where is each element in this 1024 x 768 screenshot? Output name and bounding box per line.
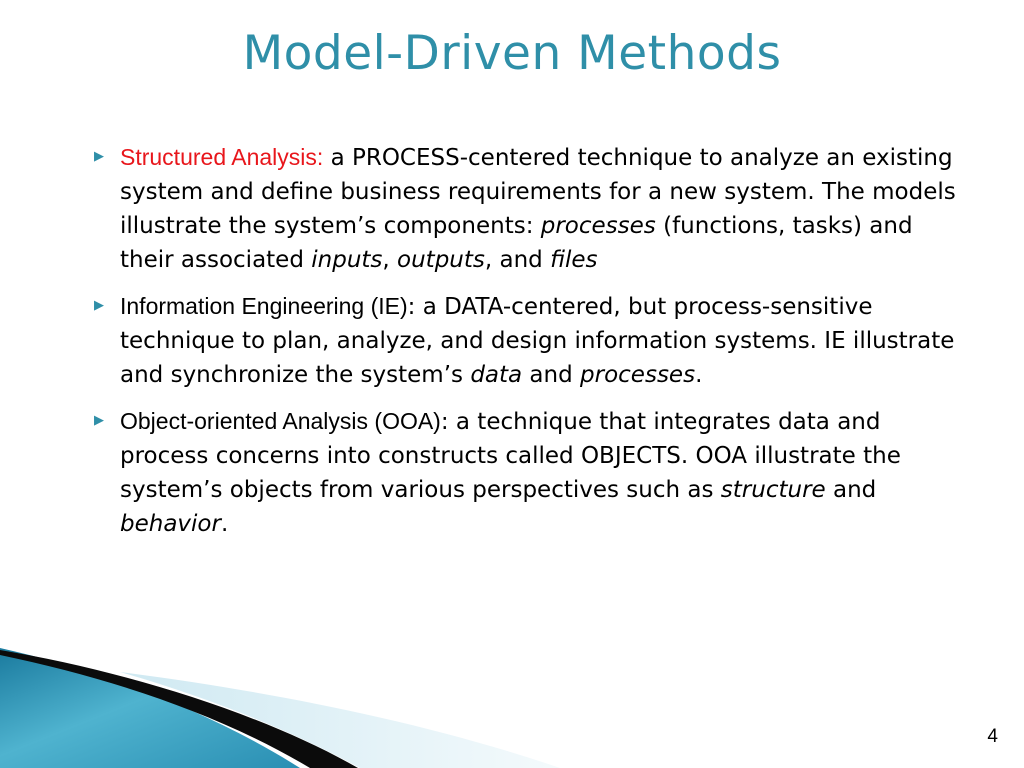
emphasis-inputs: inputs bbox=[311, 247, 383, 273]
triangle-right-icon: ▶ bbox=[94, 413, 104, 428]
triangle-right-icon: ▶ bbox=[94, 298, 104, 313]
bullet-text: and bbox=[522, 362, 581, 388]
bullet-text: (functions, tasks) and their associated bbox=[120, 213, 913, 273]
bullet-text: , bbox=[382, 247, 398, 273]
bullet-text: and bbox=[825, 477, 877, 503]
emphasis-structure: structure bbox=[720, 477, 826, 503]
triangle-right-icon: ▶ bbox=[94, 149, 104, 164]
term-separator: : bbox=[316, 144, 324, 170]
emphasis-data: data bbox=[470, 362, 523, 388]
term-information-engineering: Information Engineering (IE) bbox=[120, 293, 408, 319]
slide-title: Model-Driven Methods bbox=[242, 26, 782, 81]
bullet-text: , and bbox=[484, 247, 551, 273]
bullet-text: a PROCESS-centered technique to analyze an existing system and define business requirements for a new system. The models illustrate the system’s components: bbox=[120, 145, 956, 239]
bullet-text: : a DATA-centered, but process-sensitive technique to plan, analyze, and design information systems. IE illustrate and synchronize the system’s bbox=[120, 294, 955, 388]
page-number: 4 bbox=[987, 726, 998, 747]
term-structured-analysis: Structured Analysis bbox=[120, 144, 317, 170]
emphasis-processes: processes bbox=[540, 213, 656, 239]
bullet-text: . bbox=[220, 511, 229, 537]
bullet-text: . bbox=[695, 362, 703, 388]
bullet-text: : a technique that integrates data and process concerns into constructs called OBJECTS. OOA illustrate the system’s objects from various perspectives such as bbox=[120, 409, 901, 503]
emphasis-behavior: behavior bbox=[120, 511, 221, 537]
term-object-oriented-analysis: Object-oriented Analysis (OOA) bbox=[120, 408, 441, 434]
emphasis-processes: processes bbox=[580, 362, 696, 388]
emphasis-files: files bbox=[550, 247, 598, 273]
emphasis-outputs: outputs bbox=[397, 247, 485, 273]
